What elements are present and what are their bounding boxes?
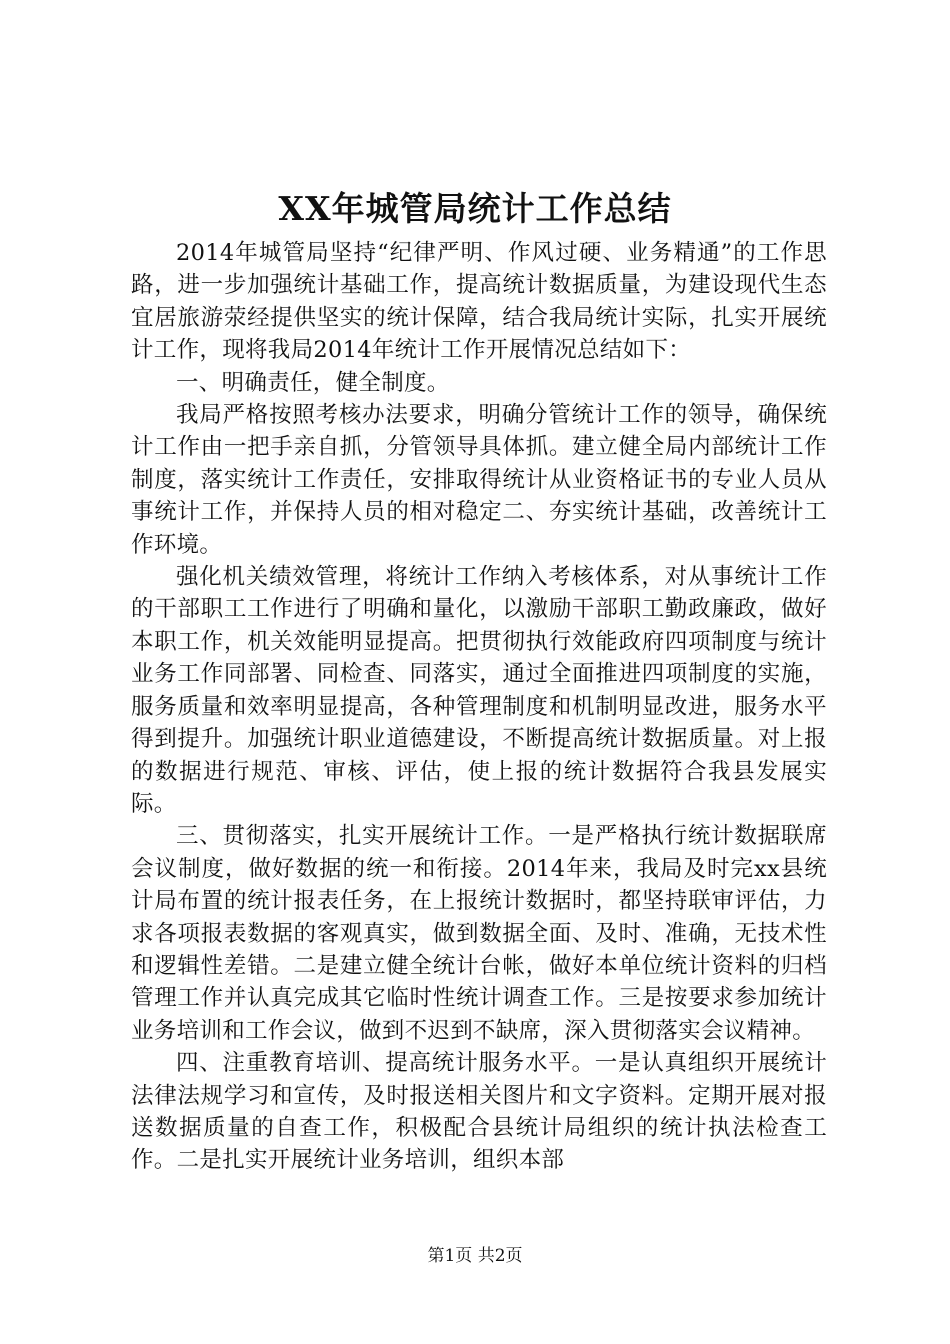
document-title: XX年城管局统计工作总结 <box>278 189 672 228</box>
document-body <box>131 237 827 1177</box>
paragraph-3: 三、贯彻落实，扎实开展统计工作。一是严格执行统计数据联席会议制度，做好数据的统一和衔接。2014年来，我局及时完xx县统计局布置的统计报表任务，在上报统计数据时，都坚持联审评估，力求各项报表数据的客观真实，做到数据全面、及时、准确，无技术性和逻辑性差错。二是建立健全统计台帐，做好本单位统计资料的归档管理工作并认真完成其它临时性统计调查工作。三是按要求参加统计业务培训和工作会议，做到不迟到不缺席，深入贯彻落实会议精神。 <box>131 823 827 1044</box>
paragraph-2: 强化机关绩效管理，将统计工作纳入考核体系，对从事统计工作的干部职工工作进行了明确和量化，以激励干部职工勤政廉政，做好本职工作，机关效能明显提高。把贯彻执行效能政府四项制度与统计业务工作同部署、同检查、同落实，通过全面推进四项制度的实施，服务质量和效率明显提高，各种管理制度和机制明显改进，服务水平得到提升。加强统计职业道德建设，不断提高统计数据质量。对上报的数据进行规范、审核、评估，使上报的统计数据符合我县发展实际。 <box>131 564 827 817</box>
section-heading-1: 一、明确责任，健全制度。 <box>176 369 450 396</box>
paragraph-4: 四、注重教育培训、提高统计服务水平。一是认真组织开展统计法律法规学习和宣传，及时报送相关图片和文字资料。定期开展对报送数据质量的自查工作，积极配合县统计局组织的统计执法检查工作。二是扎实开展统计业务培训，组织本部 <box>131 1050 827 1174</box>
paragraph-1: 我局严格按照考核办法要求，明确分管统计工作的领导，确保统计工作由一把手亲自抓，分管领导具体抓。建立健全局内部统计工作制度，落实统计工作责任，安排取得统计从业资格证书的专业人员从事统计工作，并保持人员的相对稳定二、夯实统计基础，改善统计工作环境。 <box>131 402 827 558</box>
page-number-footer: 第1页 共2页 <box>427 1246 523 1266</box>
paragraph-intro: 2014年城管局坚持“纪律严明、作风过硬、业务精通”的工作思路，进一步加强统计基础工作，提高统计数据质量，为建设现代生态宜居旅游荥经提供坚实的统计保障，结合我局统计实际，扎实开展统计工作，现将我局2014年统计工作开展情况总结如下： <box>131 240 827 364</box>
